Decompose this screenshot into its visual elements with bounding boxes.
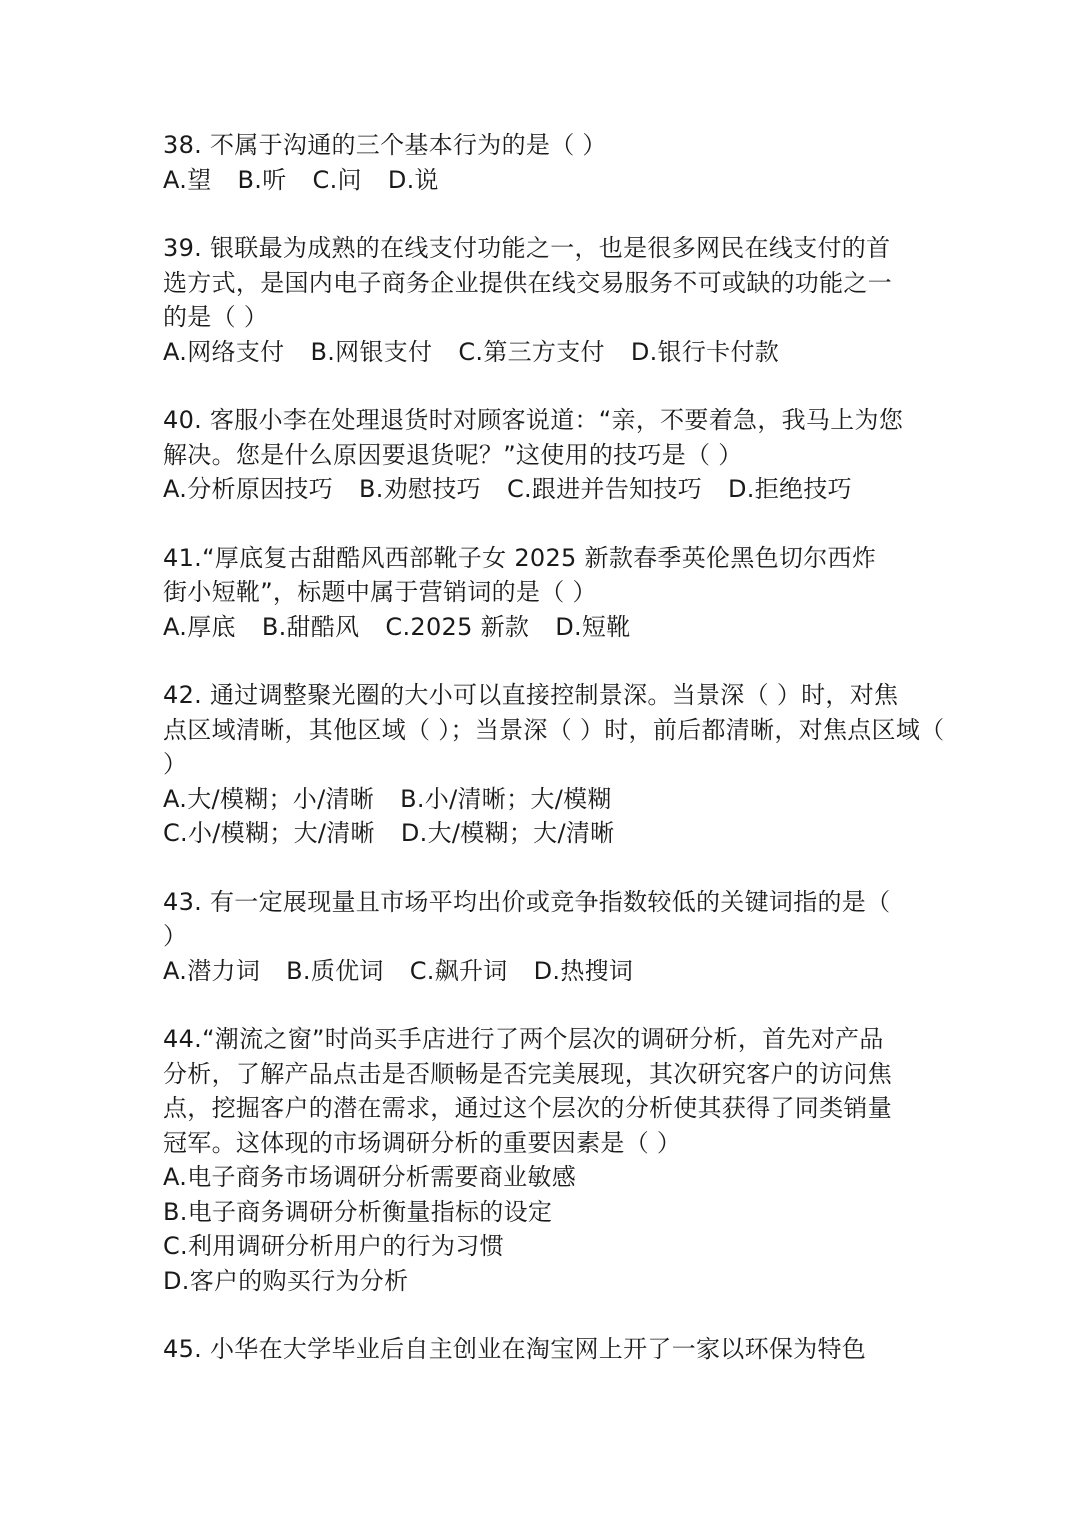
options-row xyxy=(163,1160,953,1195)
answer-option: D.大/模糊；大/清晰 xyxy=(400,819,615,847)
question-stem-line: 45. 小华在大学毕业后自主创业在淘宝网上开了一家以环保为特色 xyxy=(163,1335,867,1363)
answer-option: B.质优词 xyxy=(286,956,384,985)
question-block xyxy=(163,1022,953,1298)
options-row xyxy=(163,610,953,645)
answer-option: A.厚底 xyxy=(163,612,236,641)
answer-option: D.短靴 xyxy=(555,612,631,641)
answer-option: A.大/模糊；小/清晰 xyxy=(163,784,375,813)
question-stem-line: 分析，了解产品点击是否顺畅是否完美展现，其次研究客户的访问焦 xyxy=(163,1059,892,1088)
question-stem-line: 41.“厚底复古甜酷风西部靴子女 2025 新款春季英伦黑色切尔西炸 xyxy=(163,543,877,572)
question-block xyxy=(163,128,953,197)
answer-option: B.听 xyxy=(237,165,287,194)
question-stem-line: ） xyxy=(163,922,188,950)
answer-option: D.热搜词 xyxy=(533,956,634,985)
question-stem-line: 40. 客服小李在处理退货时对顾客说道：“亲，不要着急，我马上为您 xyxy=(163,406,904,434)
answer-option: A.电子商务市场调研分析需要商业敏感 xyxy=(163,1163,577,1191)
answer-option: D.客户的购买行为分析 xyxy=(163,1266,409,1295)
options-row xyxy=(163,163,953,198)
question-stem-line: 点，挖掘客户的潜在需求，通过这个层次的分析使其获得了同类销量 xyxy=(163,1094,892,1122)
question-stem-line: 39. 银联最为成熟的在线支付功能之一，也是很多网民在线支付的首 xyxy=(163,234,891,262)
options-row xyxy=(163,1195,953,1230)
question-stem-line: ） xyxy=(163,750,188,778)
question-stem-line: 点区域清晰，其他区域（ ）；当景深（ ）时，前后都清晰，对焦点区域（ xyxy=(163,715,945,744)
question-block xyxy=(163,541,953,645)
question-stem-line: 的是（ ） xyxy=(163,303,269,331)
answer-option: C.第三方支付 xyxy=(458,337,605,366)
options-row xyxy=(163,954,953,989)
question-stem-line: 选方式，是国内电子商务企业提供在线交易服务不可或缺的功能之一 xyxy=(163,268,892,297)
question-block xyxy=(163,231,953,369)
answer-option: B.网银支付 xyxy=(310,337,433,366)
options-row xyxy=(163,1264,953,1299)
answer-option: A.望 xyxy=(163,165,212,194)
answer-option: C.利用调研分析用户的行为习惯 xyxy=(163,1232,504,1260)
answer-option: A.潜力词 xyxy=(163,956,261,985)
answer-option: C.跟进并告知技巧 xyxy=(506,475,703,503)
answer-option: B.小/清晰；大/模糊 xyxy=(400,784,612,813)
answer-option: C.飙升词 xyxy=(409,956,508,985)
question-stem-line: 43. 有一定展现量且市场平均出价或竞争指数较低的关键词指的是（ xyxy=(163,887,891,916)
answer-option: B.劝慰技巧 xyxy=(359,475,481,503)
answer-option: B.电子商务调研分析衡量指标的设定 xyxy=(163,1197,553,1226)
answer-option: D.拒绝技巧 xyxy=(728,475,852,503)
question-block xyxy=(163,678,953,851)
options-row xyxy=(163,472,953,507)
answer-option: D.银行卡付款 xyxy=(630,337,780,366)
question-stem-line: 解决。您是什么原因要退货呢？”这使用的技巧是（ ） xyxy=(163,440,743,469)
question-stem-line: 44.“潮流之窗”时尚买手店进行了两个层次的调研分析，首先对产品 xyxy=(163,1025,884,1053)
answer-option: B.甜酷风 xyxy=(261,612,360,641)
answer-option: D.说 xyxy=(387,165,439,194)
answer-option: A.分析原因技巧 xyxy=(163,475,334,503)
exam-page xyxy=(163,128,953,1401)
options-row xyxy=(163,335,953,370)
answer-option: A.网络支付 xyxy=(163,337,285,366)
options-row xyxy=(163,816,953,851)
answer-option: C.问 xyxy=(312,165,362,194)
question-stem-line: 38. 不属于沟通的三个基本行为的是（ ） xyxy=(163,131,607,159)
question-block xyxy=(163,885,953,989)
question-stem-line: 街小短靴”，标题中属于营销词的是（ ） xyxy=(163,578,597,606)
question-block xyxy=(163,403,953,507)
question-stem-line: 冠军。这体现的市场调研分析的重要因素是（ ） xyxy=(163,1128,682,1157)
options-row xyxy=(163,1229,953,1264)
answer-option: C.小/模糊；大/清晰 xyxy=(163,819,375,847)
answer-option: C.2025 新款 xyxy=(385,612,530,641)
question-block xyxy=(163,1332,953,1367)
options-row xyxy=(163,782,953,817)
question-stem-line: 42. 通过调整聚光圈的大小可以直接控制景深。当景深（ ）时，对焦 xyxy=(163,681,899,709)
